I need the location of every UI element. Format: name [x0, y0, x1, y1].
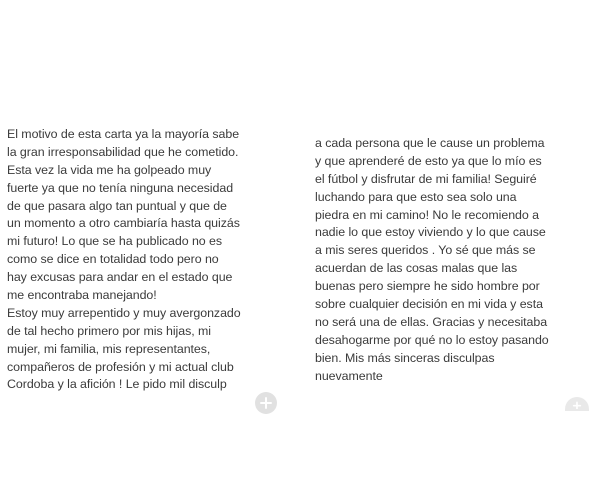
- text-line: Estoy muy arrepentido y muy avergonzado: [7, 305, 241, 320]
- left-note-text: [7, 126, 241, 394]
- text-line: buenas pero siempre he sido hombre por: [315, 279, 540, 294]
- text-line: de tal hecho primero por mis hijas, mi: [7, 323, 212, 338]
- plus-icon: [260, 397, 272, 409]
- text-line: acuerdan de las cosas malas que las: [315, 261, 518, 276]
- text-line: hay excusas para andar en el estado que: [7, 270, 233, 285]
- text-line: Esta vez la vida me ha golpeado muy: [7, 162, 212, 177]
- text-line: compañeros de profesión y mi actual club: [7, 359, 234, 374]
- text-line: la gran irresponsabilidad que he cometido.: [7, 144, 239, 159]
- right-note-text: [315, 135, 549, 385]
- text-line: luchando para que esto sea solo una: [315, 189, 517, 204]
- text-line: me encontraba manejando!: [7, 288, 157, 303]
- left-note-panel: [0, 0, 296, 485]
- text-line: bien. Mis más sinceras disculpas: [315, 350, 495, 365]
- text-line: de que pasara algo tan puntual y que de: [7, 198, 227, 213]
- add-button[interactable]: [255, 392, 277, 414]
- text-line: y que aprenderé de esto ya que lo mío es: [315, 153, 542, 168]
- text-line: nadie lo que estoy viviendo y lo que cause: [315, 225, 546, 240]
- text-line: no será una de ellas. Gracias y necesitaba: [315, 314, 548, 329]
- right-note-panel: [302, 0, 603, 485]
- text-line: mi futuro! Lo que se ha publicado no es: [7, 234, 223, 249]
- text-line: a mis seres queridos . Yo sé que más se: [315, 243, 536, 258]
- text-line: sobre cualquier decisión en mi vida y esta: [315, 297, 543, 312]
- text-line: fuerte ya que no tenía ninguna necesidad: [7, 180, 234, 195]
- plus-icon: [572, 399, 582, 409]
- text-line: piedra en mi camino! No le recomiendo a: [315, 207, 539, 222]
- text-line: Cordoba y la afición ! Le pido mil disculp: [7, 377, 227, 392]
- text-line: El motivo de esta carta ya la mayoría sabe: [7, 127, 240, 141]
- text-line: un momento a otro cambiaría hasta quizás: [7, 216, 240, 231]
- text-line: el fútbol y disfrutar de mi familia! Seguiré: [315, 171, 537, 186]
- text-line: como se dice en totalidad todo pero no: [7, 252, 219, 267]
- text-line: mujer, mi familia, mis representantes,: [7, 341, 211, 356]
- text-line: desahogarme por qué no lo estoy pasando: [315, 332, 549, 347]
- text-line: nuevamente: [315, 368, 383, 383]
- text-line: a cada persona que le cause un problema: [315, 136, 545, 150]
